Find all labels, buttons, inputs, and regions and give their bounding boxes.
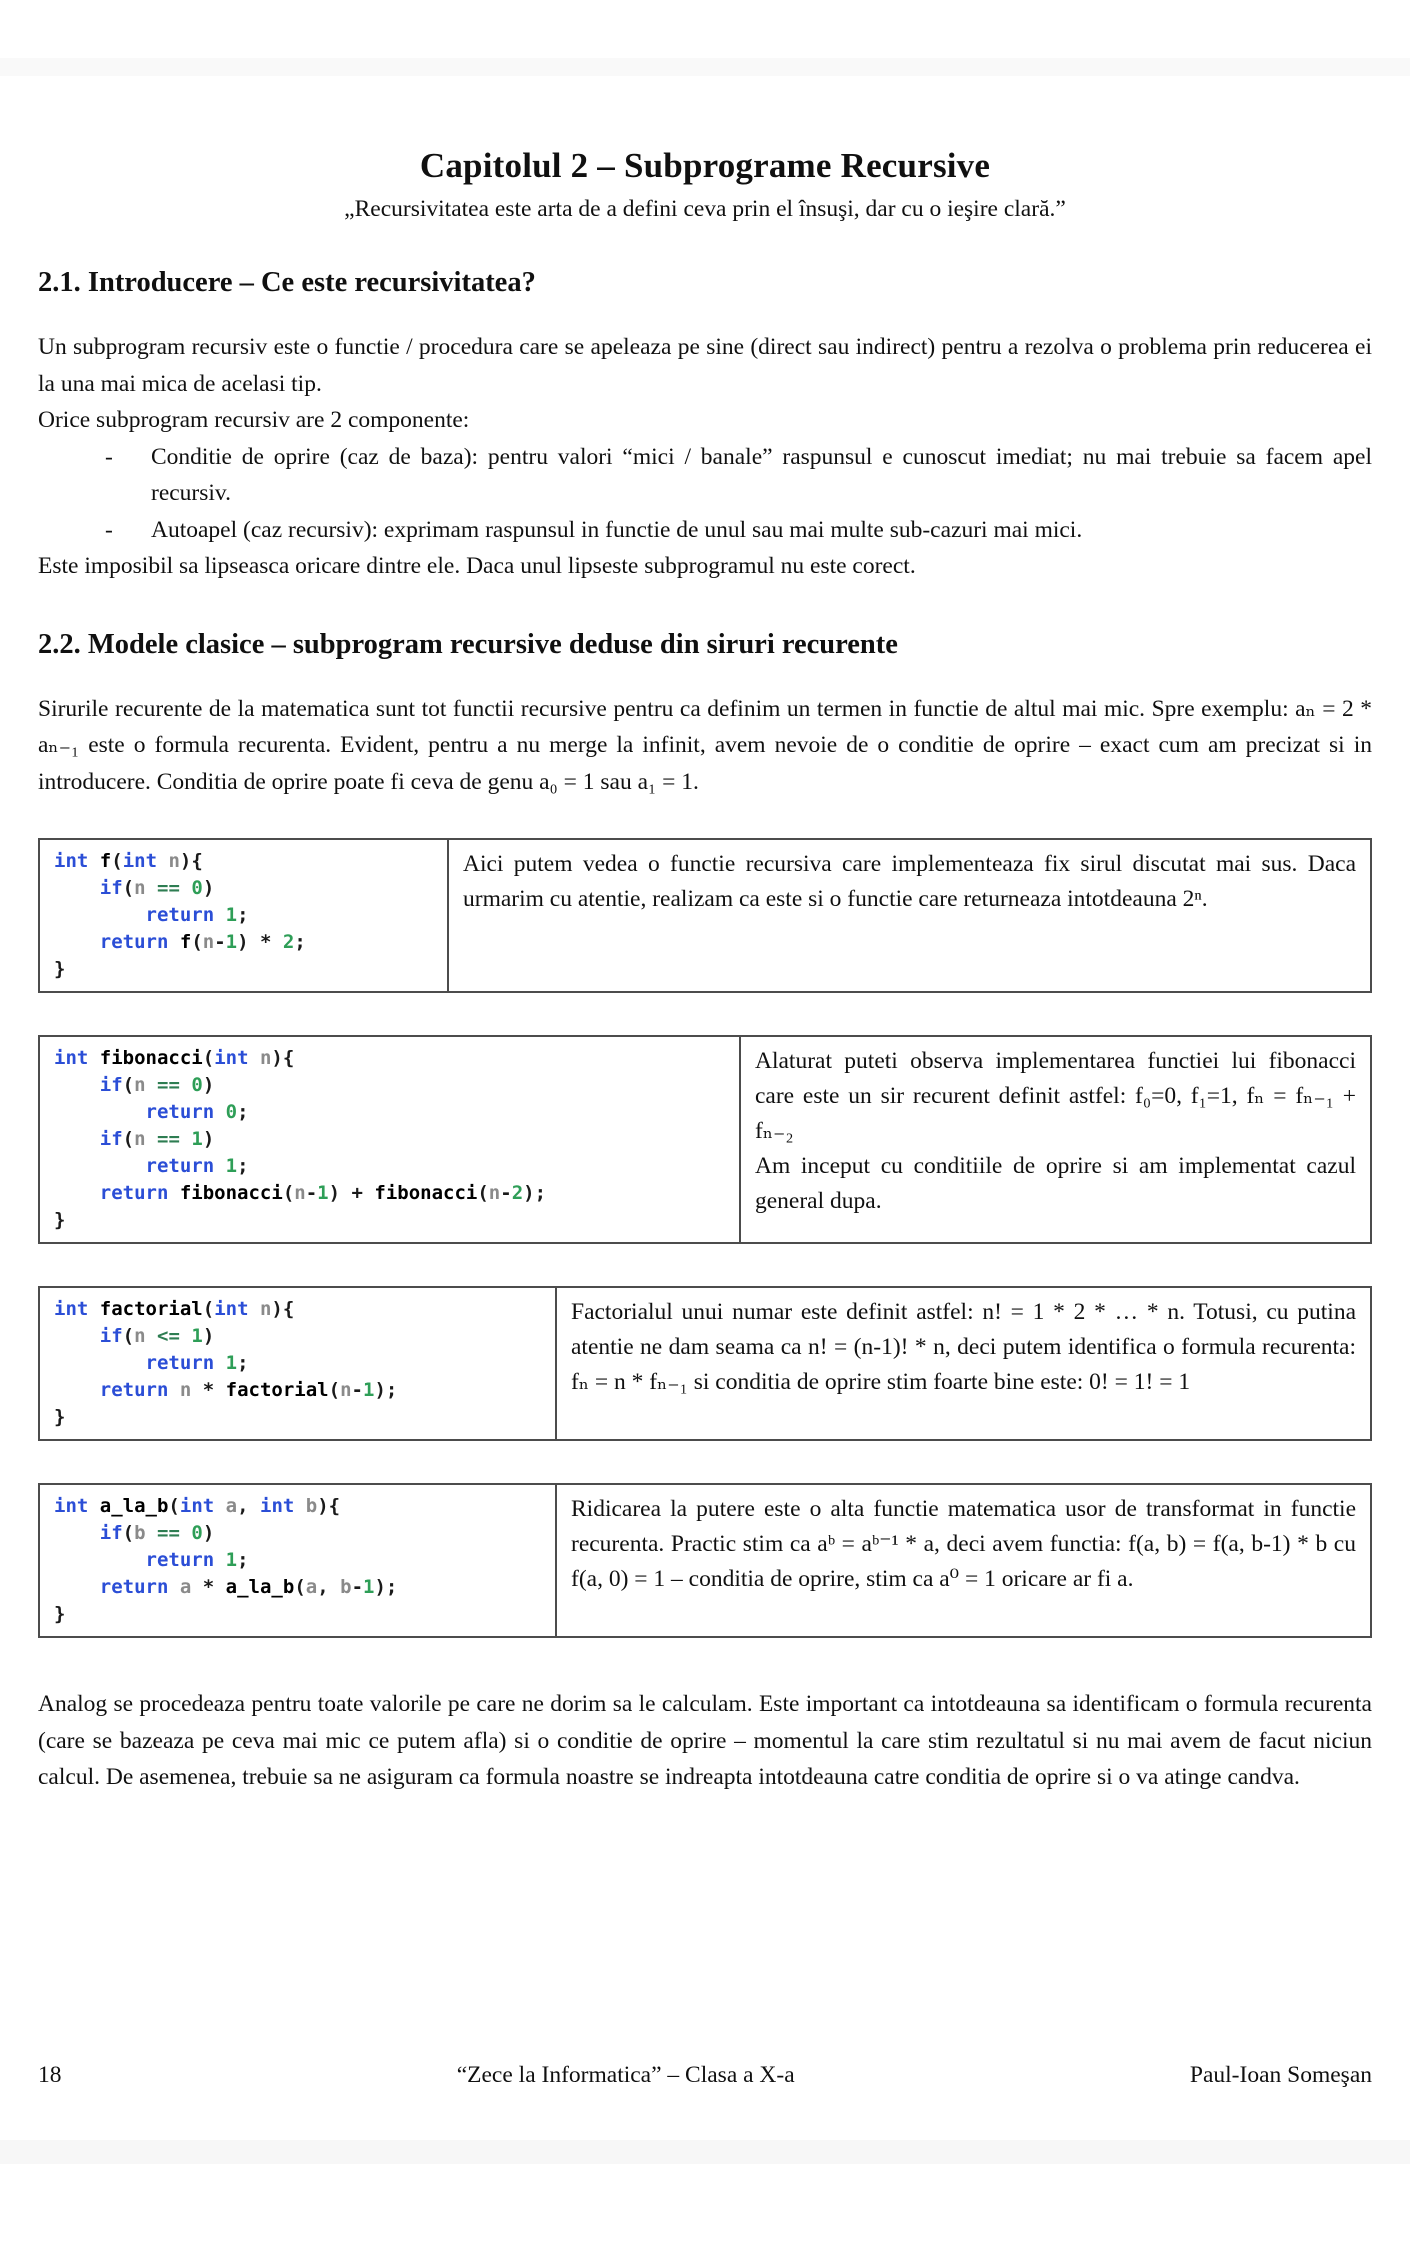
example-table-factorial bbox=[38, 1286, 1372, 1441]
summary-paragraph: Analog se procedeaza pentru toate valorile pe care ne dorim sa le calculam. Este important ca intotdeauna sa identificam o formula recurenta (care se bazeaza pe ceva mai mic ce putem afla) si o conditie de oprire – momentul la care stim rezultatul si nu mai avem de facut niciun calcul. De asemenea, trebuie sa ne asiguram ca formula noastre se indreapta intotdeauna catre conditia de oprire si o va atinge candva. bbox=[38, 1691, 1372, 1790]
explanation-paragraph: Aici putem vedea o functie recursiva care implementeaza fix sirul discutat mai sus. Daca urmarim cu atentie, realizam ca este si o functie care returneaza intotdeauna 2ⁿ. bbox=[463, 851, 1356, 912]
section-2-1-heading: 2.1. Introducere – Ce este recursivitatea? bbox=[38, 267, 536, 298]
scan-artifact-bottom bbox=[0, 2140, 1410, 2164]
bullet-dash: - bbox=[105, 516, 113, 543]
explanation-paragraph: Alaturat puteti observa implementarea functiei lui fibonacci care este un sir recurent definit astfel: f₀=0, f₁=1, fₙ = fₙ₋₁ + fₙ₋₂ bbox=[755, 1048, 1356, 1144]
explanation-paragraph: Am inceput cu conditiile de oprire si am implementat cazul general dupa. bbox=[755, 1153, 1356, 1214]
explanation-cell-factorial bbox=[555, 1288, 1370, 1439]
bullet-text: Autoapel (caz recursiv): exprimam raspunsul in functie de unul sau mai multe sub-cazuri mai mici. bbox=[151, 516, 1083, 543]
explanation-cell-fibonacci bbox=[739, 1037, 1370, 1242]
bullet-text: Conditie de oprire (caz de baza): pentru valori “mici / banale” raspunsul e cunoscut imediat; nu mai trebuie sa facem apel recursiv. bbox=[151, 443, 1372, 506]
code-block-fibonacci: int fibonacci(int n){ if(n == 0) return 0; if(n == 1) return 1; return fibonacci(n-1) + fibonacci(n-2); } bbox=[54, 1047, 547, 1231]
conclusion-paragraph: Este imposibil sa lipseasca oricare dintre ele. Daca unul lipseste subprogramul nu este corect. bbox=[38, 553, 916, 579]
author-name: Paul-Ioan Someşan bbox=[1189, 2062, 1372, 2088]
components-paragraph: Orice subprogram recursiv are 2 componente: bbox=[38, 407, 470, 433]
bullet-item-self-call bbox=[38, 512, 1372, 549]
explanation-cell-pow2 bbox=[447, 840, 1370, 991]
example-table-fibonacci bbox=[38, 1035, 1372, 1244]
code-block-factorial: int factorial(int n){ if(n <= 1) return 1; return n * factorial(n-1); } bbox=[54, 1298, 398, 1428]
page-content bbox=[0, 146, 1410, 1796]
book-title: “Zece la Informatica” – Clasa a X-a bbox=[456, 2062, 795, 2088]
intro-paragraph: Un subprogram recursiv este o functie / procedura care se apeleaza pe sine (direct sau indirect) pentru a rezolva o problema prin reducerea ei la una mai mica de acelasi tip. bbox=[38, 334, 1372, 397]
page-footer bbox=[38, 2062, 1372, 2089]
scan-artifact-top bbox=[0, 58, 1410, 76]
explanation-paragraph: Ridicarea la putere este o alta functie matematica usor de transformat in functie recurenta. Practic stim ca aᵇ = aᵇ⁻¹ * a, deci avem functia: f(a, b) = f(a, b-1) * b cu f(a, 0) = 1 – conditia de oprire, stim ca a⁰ = 1 oricare ar fi a. bbox=[571, 1496, 1356, 1592]
chapter-title: Capitolul 2 – Subprograme Recursive bbox=[419, 146, 991, 185]
chapter-quote: „Recursivitatea este arta de a defini ceva prin el însuşi, dar cu o ieşire clară.” bbox=[344, 196, 1066, 222]
bullet-item-stop-condition bbox=[38, 439, 1372, 512]
code-block-pow2: int f(int n){ if(n == 0) return 1; return f(n-1) * 2; } bbox=[54, 850, 306, 980]
explanation-cell-power bbox=[555, 1485, 1370, 1636]
code-block-power: int a_la_b(int a, int b){ if(b == 0) return 1; return a * a_la_b(a, b-1); } bbox=[54, 1495, 398, 1625]
example-table-pow2 bbox=[38, 838, 1372, 993]
explanation-paragraph: Factorialul unui numar este definit astfel: n! = 1 * 2 * … * n. Totusi, cu putina atentie ne dam seama ca n! = (n-1)! * n, deci putem identifica o formula recurenta: fₙ = n * fₙ₋₁ si conditia de oprire stim foarte bine este: 0! = 1! = 1 bbox=[571, 1299, 1356, 1395]
recurrence-paragraph: Sirurile recurente de la matematica sunt tot functii recursive pentru ca definim un termen in functie de altul mai mic. Spre exemplu: aₙ = 2 * aₙ₋₁ este o formula recurenta. Evident, pentru a nu merge la infinit, avem nevoie de o conditie de oprire – exact cum am precizat si in introducere. Conditia de oprire poate fi ceva de genu a₀ = 1 sau a₁ = 1. bbox=[38, 695, 1372, 795]
section-2-2-heading: 2.2. Modele clasice – subprogram recursive deduse din siruri recurente bbox=[38, 628, 898, 660]
example-table-power bbox=[38, 1483, 1372, 1638]
page-number: 18 bbox=[38, 2062, 62, 2088]
bullet-dash: - bbox=[105, 443, 113, 470]
